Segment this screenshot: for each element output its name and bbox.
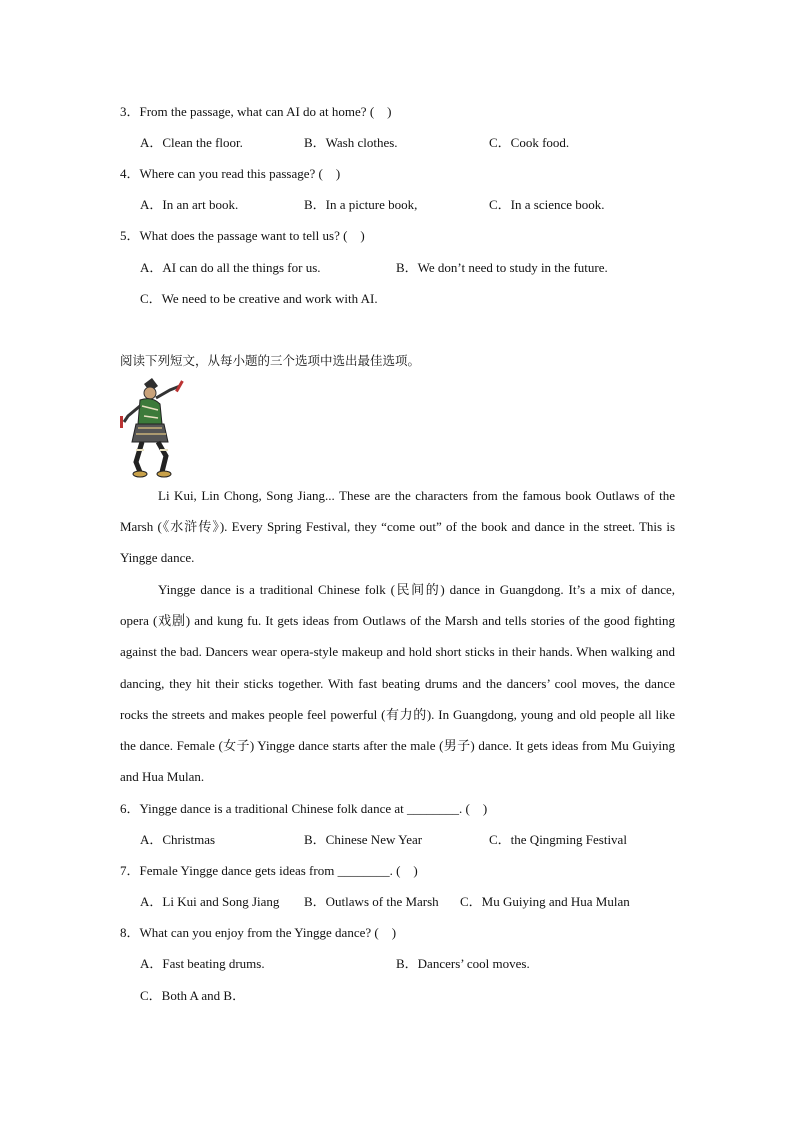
question-8-option-b[interactable]: B．Dancers’ cool moves. [396,956,530,971]
question-7-option-c[interactable]: C．Mu Guiying and Hua Mulan [460,894,630,909]
question-3-option-a[interactable]: A．Clean the floor. [140,135,243,150]
question-8-option-c[interactable]: C．Both A and B． [140,988,246,1003]
question-5-option-b[interactable]: B．We don’t need to study in the future. [396,260,608,275]
question-4-option-a[interactable]: A．In an art book. [140,197,239,212]
question-5-option-a[interactable]: A．AI can do all the things for us. [140,260,321,275]
question-5-stem: 5．What does the passage want to tell us? ( ) [120,228,365,243]
question-8-stem: 8．What can you enjoy from the Yingge dance? ( ) [120,925,397,940]
question-5-option-c[interactable]: C．We need to be creative and work with AI. [140,291,378,306]
question-6-option-c[interactable]: C．the Qingming Festival [489,832,627,847]
question-7-option-b[interactable]: B．Outlaws of the Marsh [304,894,439,909]
question-7-stem: 7．Female Yingge dance gets ideas from ________. ( ) [120,863,418,878]
question-4-option-c[interactable]: C．In a science book. [489,197,605,212]
question-4-option-b[interactable]: B．In a picture book, [304,197,418,212]
passage-paragraph-2: Yingge dance is a traditional Chinese folk (民间的) dance in Guangdong. It’s a mix of dance, opera (戏剧) and kung fu. It gets ideas from Outlaws of the Marsh and tells stories of the good fighting against the bad. Dancers wear opera-style makeup and hold short sticks in their hands. When walking and dancing, they hit their sticks together. With fast beating drums and the dancers’ cool moves, the dance rocks the streets and makes people feel powerful (有力的). In Guangdong, young and old people all like the dance. Female (女子) Yingge dance starts after the male (男子) dance. It gets ideas from Mu Guiying and Hua Mulan. [120,582,675,785]
question-6-stem: 6．Yingge dance is a traditional Chinese folk dance at ________. ( ) [120,801,488,816]
reading-instruction: 阅读下列短文，从每小题的三个选项中选出最佳选项。 [120,353,421,368]
question-8-option-a[interactable]: A．Fast beating drums. [140,956,265,971]
question-4-stem: 4．Where can you read this passage? ( ) [120,166,341,181]
question-3-stem: 3．From the passage, what can AI do at home? ( ) [120,104,392,119]
question-3-option-b[interactable]: B．Wash clothes. [304,135,398,150]
question-6-option-a[interactable]: A．Christmas [140,832,216,847]
question-6-option-b[interactable]: B．Chinese New Year [304,832,423,847]
passage-paragraph-1: Li Kui, Lin Chong, Song Jiang... These are the characters from the famous book Outlaws of the Marsh (《水浒传》). Every Spring Festival, they “come out” of the book and dance in the street. This is Yingge dance. [120,488,675,566]
yingge-dancer-illustration [118,376,192,480]
question-3-option-c[interactable]: C．Cook food. [489,135,570,150]
question-7-option-a[interactable]: A．Li Kui and Song Jiang [140,894,280,909]
